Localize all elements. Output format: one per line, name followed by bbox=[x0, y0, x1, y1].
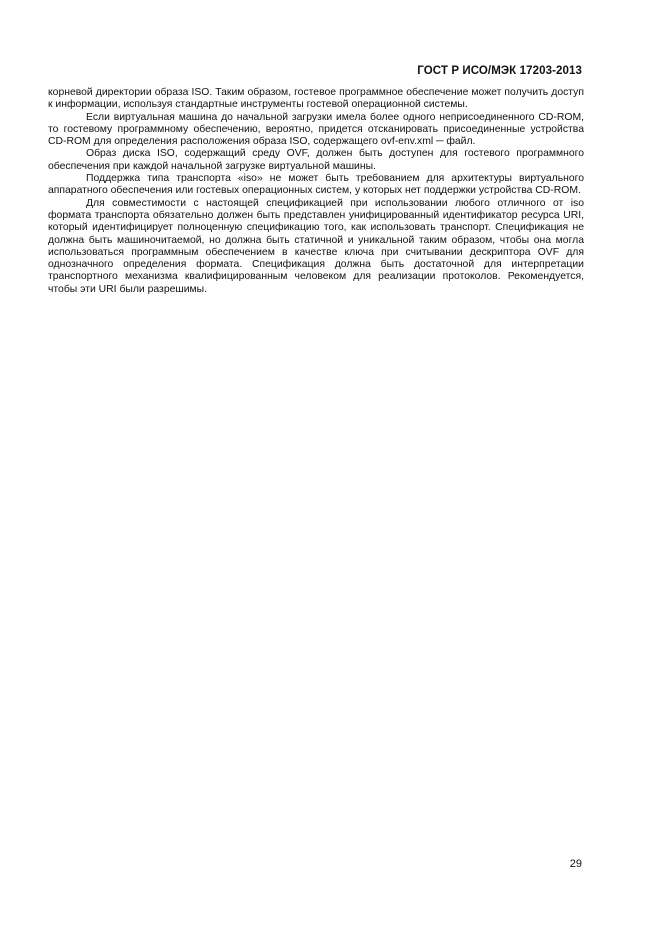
paragraph-iso-availability: Образ диска ISO, содержащий среду OVF, должен быть доступен для гостевого программного обеспечения при каждой начальной загрузке виртуальной машины. bbox=[48, 148, 584, 172]
paragraph-iso-transport-support: Поддержка типа транспорта «iso» не может быть требованием для архитектуры виртуального аппаратного обеспечения или гостевых операционных систем, у которых нет поддержки устройства CD-ROM. bbox=[48, 173, 584, 197]
paragraph-continuation: корневой директории образа ISO. Таким образом, гостевое программное обеспечение может получить доступ к информации, используя стандартные инструменты гостевой операционной системы. bbox=[48, 87, 584, 111]
paragraph-uri-compatibility: Для совместимости с настоящей спецификацией при использовании любого отличного от iso формата транспорта обязательно должен быть представлен унифицированный идентификатор ресурса URI, который идентифицирует полноценную спецификацию того, как использовать транспорт. Спецификация не должна быть машиночитаемой, но должна быть статичной и уникальной таким образом, чтобы она могла использоваться программным обеспечением в качестве ключа при считывании дескриптора OVF для однозначного определения формата. Спецификация должна быть достаточной для интерпретации транспортного механизма квалифицированным человеком для реализации протоколов. Рекомендуется, чтобы эти URI были разрешимы. bbox=[48, 197, 584, 295]
document-body bbox=[48, 87, 584, 296]
page-number: 29 bbox=[569, 858, 582, 870]
paragraph-cdrom-scan: Если виртуальная машина до начальной загрузки имела более одного неприсоединенного CD-ROM, то гостевому программному обеспечению, вероятно, придется отсканировать присоединенные устройства CD-ROM для определения расположения образа ISO, содержащего ovf-env.xml ─ файл. bbox=[48, 111, 584, 148]
document-header: ГОСТ Р ИСО/МЭК 17203-2013 bbox=[417, 65, 582, 77]
